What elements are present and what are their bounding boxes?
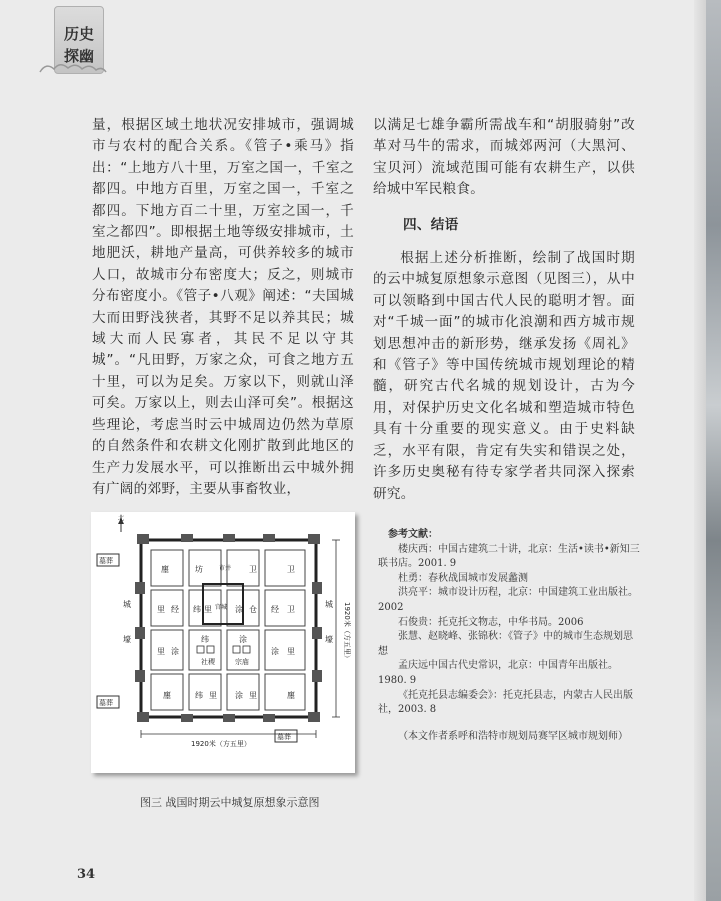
left-text-column bbox=[92, 115, 354, 500]
cell-label: 里 bbox=[157, 647, 165, 656]
moat-label-right: 壕 bbox=[325, 635, 333, 644]
dimension-bottom: 1920米（方五里） bbox=[191, 740, 251, 748]
cell-label: 涂 bbox=[271, 647, 279, 656]
cell-label: 坊 bbox=[195, 565, 203, 574]
reference-item: 张慧、赵晓峰、张锦秋：《管子》中的城市生态规划思想 bbox=[378, 631, 633, 657]
tomb-label: 墓葬 bbox=[277, 733, 291, 741]
reference-item: 孟庆远中国古代史常识，北京：中国青年出版社。1980. 9 bbox=[378, 660, 618, 686]
cell-label: 涂 bbox=[239, 635, 247, 644]
reference-item: 楼庆西：中国古建筑二十讲，北京：生活•读书•新知三联书店。2001. 9 bbox=[378, 543, 640, 570]
cell-label: 仓 bbox=[249, 605, 257, 614]
references-title: 参考文献： bbox=[388, 529, 438, 540]
cell-label: 涂 bbox=[235, 605, 243, 614]
left-paragraph: 量，根据区域土地状况安排城市，强调城市与农村的配合关系。《管子•乘马》指出：“上地方八十里，万室之国一，千室之都四。中地方百里，万室之国一，千室之都四。下地方百二十里，万室之国一，千室之都四”。即根据土地等级安排城市，土地肥沃，耕地产量高，可供养较多的城市人口，故城市分布密度大；反之，则城市分布密度小。《管子•八观》阐述：“夫国城大而田野浅狭者，其野不足以养其民；城域大而人民寡者，其民不足以守其城”。“凡田野，万家之众，可食之地方五十里，可以为足矣。万家以下，则就山泽可矣。万家以上，则去山泽可矣”。根据这些理论，考虑当时云中城周边仍然为草原的自然条件和农耕文化刚扩散到此地区的生产力发展水平，可以推断出云中城外拥有广阔的郊野，主要从事畜牧业， bbox=[92, 117, 354, 497]
cell-label: 经 bbox=[271, 605, 279, 614]
section-heading: 四、结语 bbox=[403, 216, 459, 233]
moat-label-left: 壕 bbox=[123, 635, 131, 644]
cell-label: 廛 bbox=[287, 691, 295, 700]
cell-label: 宫城 bbox=[215, 604, 228, 611]
right-paragraph-2: 根据上述分析推断，绘制了战国时期的云中城复原想象示意图（见图三），从中可以领略到中国古代人民的聪明才智。面对“千城一面”的城市化浪潮和西方城市规划思想冲击的新形势，继承发扬《周礼》和《管子》等中国传统城市规划理论的精髓，研究古代名城的规划设计，古为今用，对保护历史文化名城和塑造城市特色具有十分重要的现实意义。由于史料缺乏，水平有限，肯定有失实和错误之处，许多历史奥秘有待专家学者共同深入探索研究。 bbox=[373, 250, 635, 502]
cell-label: 纬 bbox=[195, 691, 203, 700]
cell-label: 廛 bbox=[161, 565, 169, 574]
tomb-label: 墓葬 bbox=[99, 699, 113, 707]
cell-label: 涂 bbox=[235, 691, 243, 700]
cell-label: 纬 bbox=[201, 635, 209, 644]
cell-label: 卫 bbox=[287, 605, 295, 614]
moat-label-right: 城 bbox=[325, 600, 333, 609]
cell-label: 里 bbox=[249, 691, 257, 700]
references bbox=[378, 528, 640, 718]
cell-label: 涂 bbox=[171, 647, 179, 656]
cell-label: 里 bbox=[157, 605, 165, 614]
cell-label: 卫 bbox=[249, 565, 257, 574]
page-spine-shadow bbox=[694, 0, 706, 901]
cloud-ornament-icon bbox=[38, 60, 108, 76]
cell-label: 社稷 bbox=[201, 658, 215, 666]
cell-label: 纬 bbox=[193, 605, 201, 614]
tomb-label: 墓葬 bbox=[99, 557, 113, 565]
north-label: 北 bbox=[118, 515, 125, 522]
page-number: 34 bbox=[77, 867, 96, 882]
badge-line-1: 历史 bbox=[63, 25, 94, 43]
cell-label: 卫 bbox=[287, 565, 295, 574]
cell-label: 廛 bbox=[163, 691, 171, 700]
cell-label: 市井 bbox=[219, 565, 232, 572]
cell-label: 经 bbox=[171, 605, 179, 614]
author-note: （本文作者系呼和浩特市规划局赛罕区城市规划师） bbox=[398, 731, 628, 742]
reference-item: 洪亮平：城市设计历程，北京：中国建筑工业出版社。2002 bbox=[378, 587, 638, 613]
city-plan-diagram bbox=[91, 512, 355, 773]
reference-item: 杜勇：春秋战国城市发展蠡测 bbox=[398, 572, 528, 584]
cell-label: 宗庙 bbox=[235, 658, 249, 666]
reference-item: 《托克托县志编委会》：托克托县志，内蒙古人民出版社，2003. 8 bbox=[378, 689, 633, 716]
reference-item: 石俊贵：托克托文物志，中华书局。2006 bbox=[398, 616, 584, 628]
figure-caption: 图三 战国时期云中城复原想象示意图 bbox=[140, 796, 320, 809]
cell-label: 里 bbox=[209, 691, 217, 700]
right-text-column bbox=[373, 115, 635, 505]
cell-label: 里 bbox=[204, 605, 212, 614]
badge-line-2: 探幽 bbox=[63, 47, 94, 65]
right-paragraph-1: 以满足七雄争霸所需战车和“胡服骑射”改革对马牛的需求，而城郊两河（大黑河、宝贝河）流域范围可能有农耕生产，以供给城中军民粮食。 bbox=[373, 117, 635, 198]
cell-label: 里 bbox=[287, 647, 295, 656]
city-plan-figure bbox=[91, 512, 355, 773]
dimension-right: 1920米（方五里） bbox=[343, 602, 351, 662]
facing-page-photo-edge bbox=[706, 0, 721, 901]
moat-label-left: 城 bbox=[123, 600, 131, 609]
